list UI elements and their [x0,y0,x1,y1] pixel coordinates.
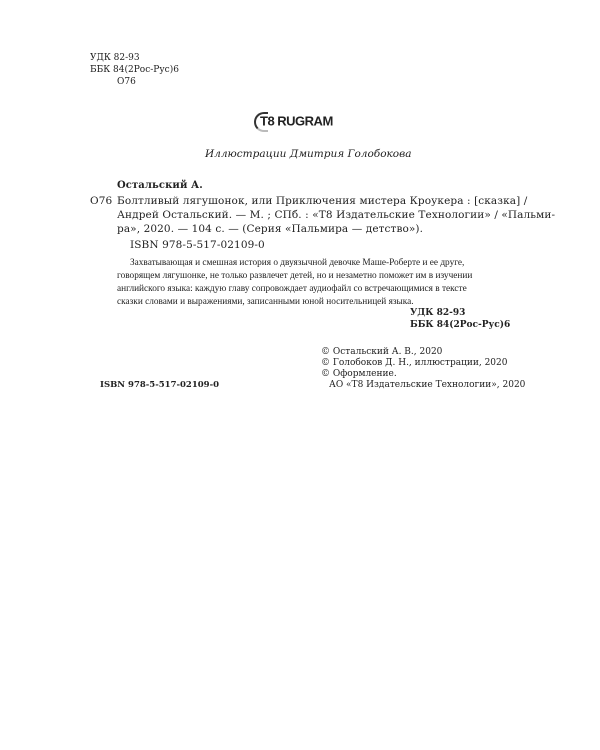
udk-header: УДК 82-93 [90,53,140,63]
catalog-code: О76 [90,195,113,207]
author-code-header: О76 [117,77,136,87]
catalog-line-3: ра», 2020. — 104 с. — (Серия «Пальмира — детство»). [117,223,424,235]
illustrator-credit: Иллюстрации Дмитрия Голобокова [205,148,412,160]
isbn-footer: ISBN 978-5-517-02109-0 [100,380,220,390]
copyright-author: © Остальский А. В., 2020 [321,347,443,357]
udk-footer: УДК 82-93 [410,308,466,318]
copyright-publisher: АО «Т8 Издательские Технологии», 2020 [329,380,526,390]
bbk-header: ББК 84(2Рос-Рус)6 [90,65,179,75]
copyright-design: © Оформление. [321,369,397,379]
bbk-footer: ББК 84(2Рос-Рус)6 [410,320,511,330]
annotation: Захватывающая и смешная история о двуязычной девочке Маше-Роберте и ее друге, говорящем лягушонке, не только развлечет детей, но и незаметно поможет им в изучении английского языка: каждую главу сопровождает аудиофайл со встречающимися в тексте сказки словами и выражениями, записанными юной носительницей языка. [117,258,473,307]
publisher-logo: T8 RUGRAM [254,112,333,132]
catalog-line-2: Андрей Остальский. — М. ; СПб. : «Т8 Издательские Технологии» / «Пальми- [117,209,556,221]
copyright-illustrator: © Голобоков Д. Н., иллюстрации, 2020 [321,358,508,368]
catalog-line-1: Болтливый лягушонок, или Приключения мистера Кроукера : [сказка] / [117,195,528,207]
catalog-author: Остальский А. [117,180,203,191]
catalog-isbn: ISBN 978-5-517-02109-0 [130,239,265,251]
